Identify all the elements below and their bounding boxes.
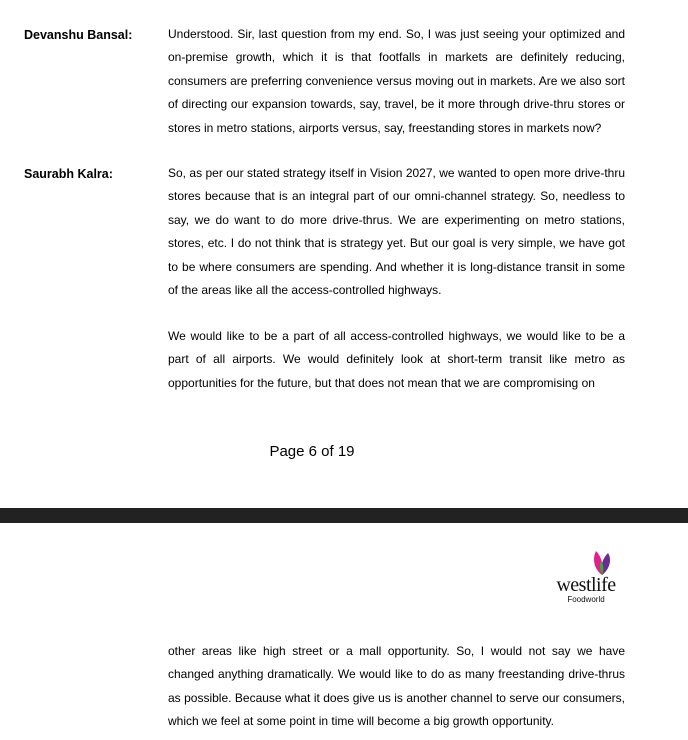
logo-wordmark: westlife [556,574,616,596]
leaf-logo-icon [590,549,614,577]
paragraph-devanshu-question: Understood. Sir, last question from my end. So, I was just seeing your optimized and on-premise growth, which it is that footfalls in markets are definitely reducing, consumers are preferring convenience versus moving out in markets. Are we also sort of directing our expansion towards, say, travel, be it more through drive-thru stores or stores in metro stations, airports versus, say, freestanding stores in markets now? [168,27,625,135]
page-divider [0,508,688,523]
westlife-logo [548,549,628,607]
speaker-name-saurabh: Saurabh Kalra: [24,167,113,181]
paragraph-continuation: other areas like high street or a mall opportunity. So, I would not say we have changed anything dramatically. We would like to do as many freestanding drive-thrus as possible. Because what it does give us is another channel to serve our consumers, which we feel at some point in time will become a big growth opportunity. [168,644,625,729]
paragraph-saurabh-answer-2: We would like to be a part of all access-controlled highways, we would like to be a part of all airports. We would definitely look at short-term transit like metro as opportunities for the future, but that does not mean that we are compromising on [168,329,625,390]
logo-subtitle: Foodworld [567,595,605,604]
page-number: Page 6 of 19 [269,443,355,460]
paragraph-saurabh-answer-1: So, as per our stated strategy itself in Vision 2027, we wanted to open more drive-thru stores because that is an integral part of our omni-channel strategy. So, needless to say, we do want to do more drive-thrus. We are experimenting on metro stations, stores, etc. I do not think that is strategy yet. But our goal is very simple, we have got to be where consumers are spending. And whether it is long-distance transit in some of the areas like all the access-controlled highways. [168,166,625,298]
speaker-name-devanshu: Devanshu Bansal: [24,28,133,42]
